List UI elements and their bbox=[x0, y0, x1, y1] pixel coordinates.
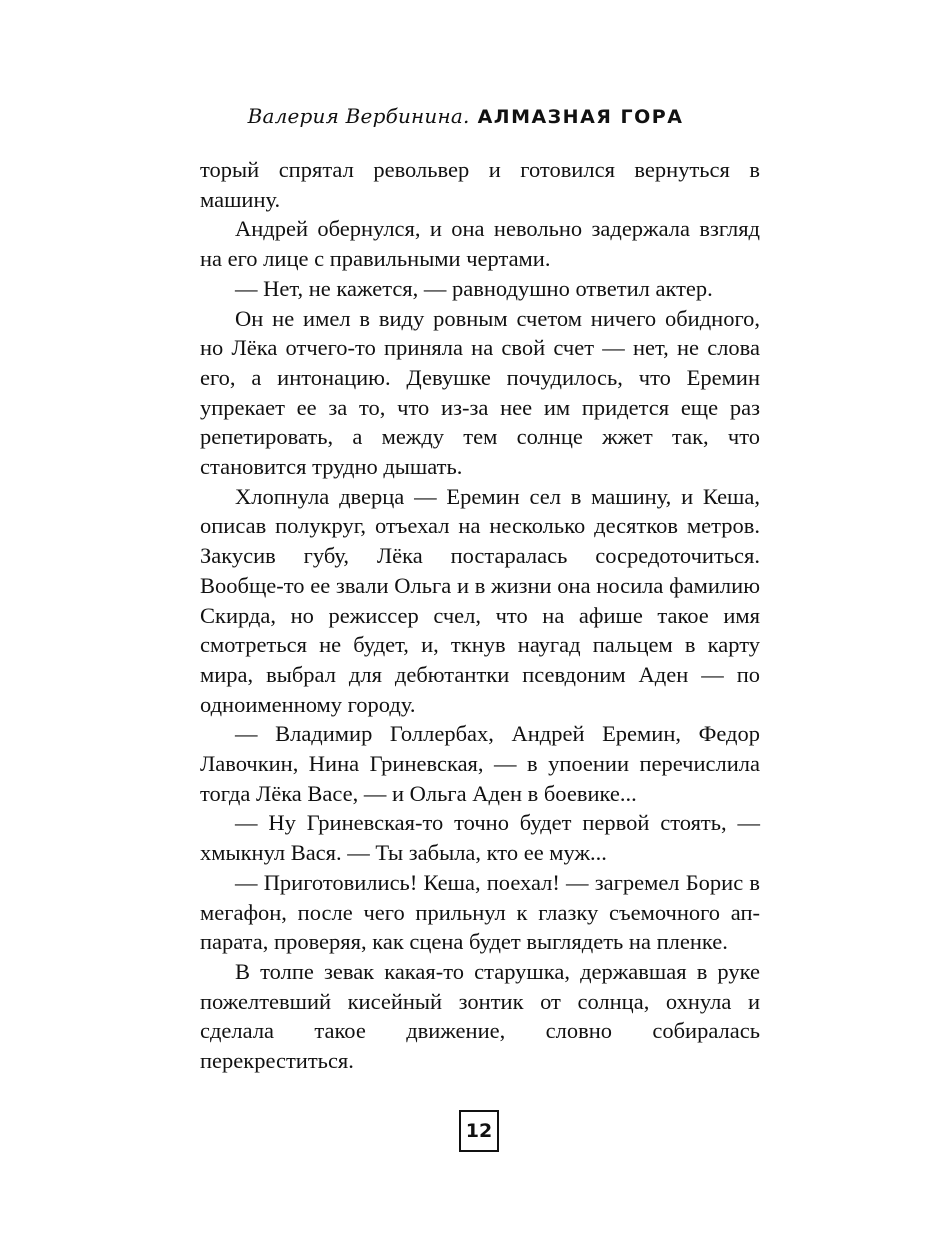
page-number-box bbox=[459, 1110, 499, 1152]
paragraph: — Ну Гриневская-то точно будет первой стоять, — хмыкнул Вася. — Ты забыла, кто ее муж... bbox=[200, 810, 760, 866]
paragraph: — Приготовились! Кеша, поехал! — загремел Борис в мегафон, после чего прильнул к глазку съемочного аппарата, проверяя, как сцена будет выглядеть на пленке. bbox=[200, 869, 760, 955]
paragraph: — Нет, не кажется, — равнодушно ответил актер. bbox=[235, 275, 713, 301]
paragraph: Он не имел в виду ровным счетом ничего обидного, но Лёка отчего-то приняла на свой счет — нет, не слова его, а интонацию. Девушке почудилось, что Еремин упрекает ее за то, что из-за нее им придется еще раз репетировать, а между тем солнце жжет так, что становится трудно дышать. bbox=[200, 305, 760, 480]
paragraph: Андрей обернулся, и она невольно задержала взгляд на его лице с правильными чертами. bbox=[200, 216, 760, 272]
running-header bbox=[0, 104, 931, 128]
paragraph: В толпе зевак какая-то старушка, державшая в руке пожелтевший кисейный зонтик от солнца, охнула и сделала такое движение, словно собиралась перекреститься. bbox=[200, 958, 760, 1074]
paragraph: Хлопнула дверца — Еремин сел в машину, и Кеша, описав полукруг, отъехал на несколько десятков метров. Закусив губу, Лёка постаралась сосредоточиться. Вообще-то ее звали Ольга и в жизни она носила фамилию Скирда, но режиссер счел, что на афише такое имя смотреться не будет, и, ткнув наугад пальцем в карту мира, выбрал для дебютантки псевдоним Аден — по одноименному городу. bbox=[200, 483, 760, 717]
page-number: 12 bbox=[465, 1120, 493, 1142]
paragraph: — Владимир Голлербах, Андрей Еремин, Федор Лавочкин, Нина Гриневская, — в упоении перечислила тогда Лёка Васе, — и Ольга Аден в боевике... bbox=[200, 721, 760, 806]
book-title: АЛМАЗНАЯ ГОРА bbox=[477, 106, 684, 128]
author-name: Валерия Вербинина. bbox=[247, 104, 470, 128]
body-text bbox=[200, 155, 760, 1076]
paragraph: торый спрятал револьвер и готовился вернуться в машину. bbox=[200, 157, 760, 212]
